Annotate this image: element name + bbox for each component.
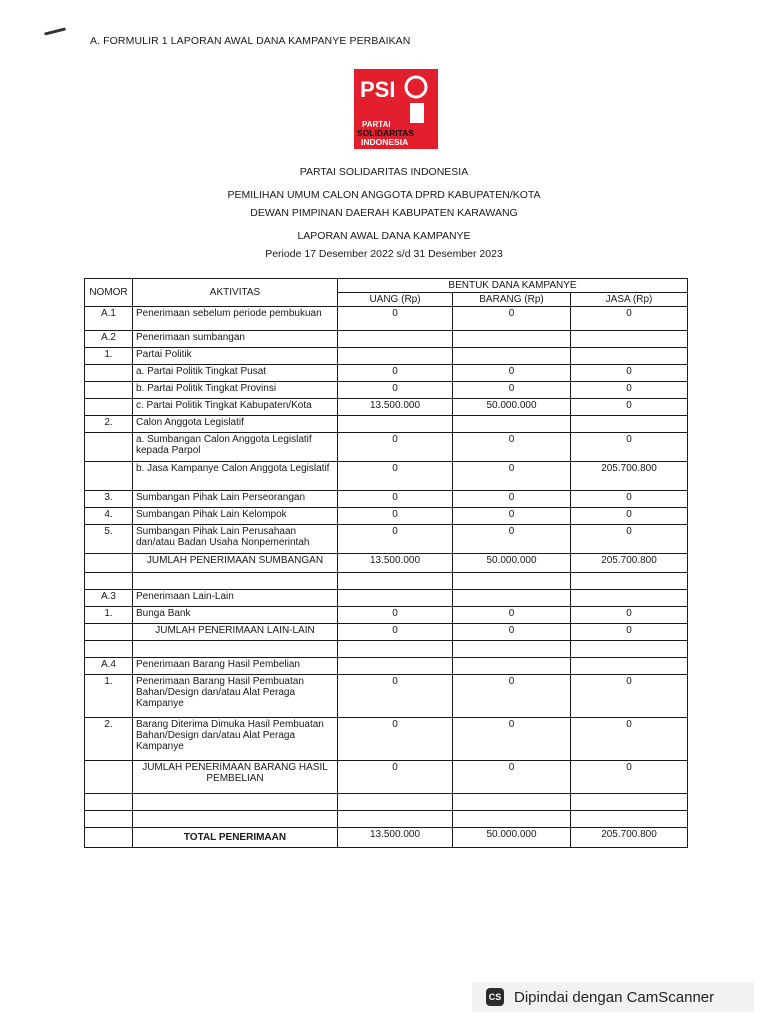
table-row [85, 607, 688, 624]
row-number [85, 794, 133, 811]
row-uang: 0 [338, 525, 453, 554]
row-uang: 0 [338, 624, 453, 641]
row-activity [133, 573, 338, 590]
row-barang [453, 811, 571, 828]
header-barang: BARANG (Rp) [453, 293, 571, 307]
row-activity: b. Jasa Kampanye Calon Anggota Legislatif [133, 462, 338, 491]
row-uang [338, 590, 453, 607]
row-jasa: 0 [571, 433, 688, 462]
logo-line1: PARTAI [362, 120, 391, 129]
total-row [85, 828, 688, 848]
row-barang: 0 [453, 624, 571, 641]
row-number [85, 573, 133, 590]
row-uang [338, 573, 453, 590]
row-jasa: 205.700.800 [571, 462, 688, 491]
row-jasa: 0 [571, 718, 688, 761]
party-name: PARTAI SOLIDARITAS INDONESIA [299, 166, 469, 178]
row-uang: 0 [338, 433, 453, 462]
logo-line3: INDONESIA [361, 137, 409, 147]
row-barang [453, 348, 571, 365]
row-number: A.2 [85, 331, 133, 348]
total-jasa: 205.700.800 [571, 828, 688, 848]
camscanner-watermark [472, 982, 754, 1012]
row-barang: 0 [453, 761, 571, 794]
row-barang [453, 573, 571, 590]
row-number [85, 399, 133, 416]
row-barang: 0 [453, 382, 571, 399]
row-barang: 0 [453, 491, 571, 508]
row-number: 4. [85, 508, 133, 525]
row-uang: 0 [338, 718, 453, 761]
header-nomor: NOMOR [85, 279, 133, 307]
row-jasa: 0 [571, 761, 688, 794]
table-row [85, 382, 688, 399]
row-activity: Barang Diterima Dimuka Hasil Pembuatan Bahan/Design dan/atau Alat Peraga Kampanye [133, 718, 338, 761]
row-jasa [571, 794, 688, 811]
table-row [85, 761, 688, 794]
row-jasa: 0 [571, 607, 688, 624]
row-jasa: 0 [571, 508, 688, 525]
table-row [85, 658, 688, 675]
row-number [85, 554, 133, 573]
row-number: A.3 [85, 590, 133, 607]
row-number: 2. [85, 718, 133, 761]
table-row [85, 462, 688, 491]
row-uang: 0 [338, 761, 453, 794]
row-uang: 0 [338, 382, 453, 399]
table-row [85, 675, 688, 718]
row-uang: 0 [338, 491, 453, 508]
row-jasa: 0 [571, 399, 688, 416]
row-barang: 0 [453, 607, 571, 624]
table-row [85, 811, 688, 828]
row-activity: Penerimaan Barang Hasil Pembelian [133, 658, 338, 675]
row-barang [453, 590, 571, 607]
row-barang [453, 794, 571, 811]
pen-mark [44, 27, 66, 35]
table-row [85, 399, 688, 416]
row-activity: Partai Politik [133, 348, 338, 365]
camscanner-text: Dipindai dengan CamScanner [514, 988, 715, 1006]
row-barang [453, 658, 571, 675]
row-barang: 0 [453, 508, 571, 525]
row-jasa [571, 590, 688, 607]
row-barang: 0 [453, 525, 571, 554]
row-jasa: 0 [571, 365, 688, 382]
table-row [85, 641, 688, 658]
row-activity: Bunga Bank [133, 607, 338, 624]
campaign-fund-table [84, 278, 688, 848]
row-activity: Sumbangan Pihak Lain Kelompok [133, 508, 338, 525]
row-uang [338, 658, 453, 675]
row-jasa [571, 641, 688, 658]
row-number: 1. [85, 348, 133, 365]
report-title: LAPORAN AWAL DANA KAMPANYE [297, 230, 471, 242]
table-row [85, 433, 688, 462]
total-label: TOTAL PENERIMAAN [133, 828, 338, 848]
row-jasa: 0 [571, 491, 688, 508]
row-uang [338, 416, 453, 433]
table-row [85, 794, 688, 811]
election-title: PEMILIHAN UMUM CALON ANGGOTA DPRD KABUPATEN/KOTA [227, 189, 541, 201]
row-activity [133, 641, 338, 658]
total-barang: 50.000.000 [453, 828, 571, 848]
row-jasa [571, 416, 688, 433]
total-number [85, 828, 133, 848]
table-row [85, 624, 688, 641]
row-activity: JUMLAH PENERIMAAN LAIN-LAIN [133, 624, 338, 641]
form-title: A. FORMULIR 1 LAPORAN AWAL DANA KAMPANYE PERBAIKAN [90, 35, 411, 47]
row-activity: Penerimaan sebelum periode pembukuan [133, 307, 338, 331]
row-barang: 0 [453, 462, 571, 491]
row-barang: 0 [453, 675, 571, 718]
row-number [85, 624, 133, 641]
row-jasa: 0 [571, 525, 688, 554]
row-number [85, 641, 133, 658]
table-row [85, 416, 688, 433]
row-number: 5. [85, 525, 133, 554]
row-jasa [571, 573, 688, 590]
row-activity: a. Partai Politik Tingkat Pusat [133, 365, 338, 382]
row-uang: 13.500.000 [338, 554, 453, 573]
row-activity: c. Partai Politik Tingkat Kabupaten/Kota [133, 399, 338, 416]
row-number: A.4 [85, 658, 133, 675]
row-jasa: 0 [571, 307, 688, 331]
row-uang: 0 [338, 462, 453, 491]
row-barang: 50.000.000 [453, 554, 571, 573]
row-activity: Sumbangan Pihak Lain Perseorangan [133, 491, 338, 508]
row-activity: a. Sumbangan Calon Anggota Legislatif kepada Parpol [133, 433, 338, 462]
table-row [85, 525, 688, 554]
row-activity: Penerimaan Barang Hasil Pembuatan Bahan/Design dan/atau Alat Peraga Kampanye [133, 675, 338, 718]
row-activity [133, 811, 338, 828]
row-barang: 0 [453, 307, 571, 331]
row-activity: JUMLAH PENERIMAAN SUMBANGAN [133, 554, 338, 573]
table-row [85, 331, 688, 348]
row-number: 1. [85, 675, 133, 718]
table-row [85, 491, 688, 508]
header-jasa: JASA (Rp) [571, 293, 688, 307]
row-number [85, 811, 133, 828]
table-row [85, 365, 688, 382]
table-body [85, 307, 688, 848]
table-row [85, 508, 688, 525]
table-row [85, 718, 688, 761]
row-uang [338, 331, 453, 348]
row-uang [338, 641, 453, 658]
row-uang: 13.500.000 [338, 399, 453, 416]
row-barang: 0 [453, 433, 571, 462]
row-uang: 0 [338, 508, 453, 525]
row-barang: 0 [453, 718, 571, 761]
row-uang [338, 794, 453, 811]
row-activity: Penerimaan sumbangan [133, 331, 338, 348]
row-barang [453, 641, 571, 658]
table-row [85, 573, 688, 590]
row-jasa [571, 811, 688, 828]
row-number: 3. [85, 491, 133, 508]
row-number: A.1 [85, 307, 133, 331]
row-activity: Penerimaan Lain-Lain [133, 590, 338, 607]
header-aktivitas: AKTIVITAS [133, 279, 338, 307]
row-uang: 0 [338, 607, 453, 624]
total-uang: 13.500.000 [338, 828, 453, 848]
row-number [85, 761, 133, 794]
table-row [85, 307, 688, 331]
row-uang: 0 [338, 675, 453, 718]
row-barang [453, 416, 571, 433]
row-uang: 0 [338, 365, 453, 382]
row-number [85, 462, 133, 491]
row-jasa [571, 658, 688, 675]
logo-fist-icon [410, 103, 424, 123]
logo-psi-text: PSI [360, 77, 396, 102]
table-row [85, 348, 688, 365]
row-number [85, 365, 133, 382]
row-barang [453, 331, 571, 348]
table-row [85, 554, 688, 573]
row-activity [133, 794, 338, 811]
row-jasa: 0 [571, 624, 688, 641]
row-barang: 0 [453, 365, 571, 382]
row-activity: b. Partai Politik Tingkat Provinsi [133, 382, 338, 399]
row-jasa: 0 [571, 382, 688, 399]
row-number [85, 382, 133, 399]
row-activity: JUMLAH PENERIMAAN BARANG HASIL PEMBELIAN [133, 761, 338, 794]
row-number [85, 433, 133, 462]
row-activity: Calon Anggota Legislatif [133, 416, 338, 433]
row-activity: Sumbangan Pihak Lain Perusahaan dan/atau Badan Usaha Nonpemerintah [133, 525, 338, 554]
report-period: Periode 17 Desember 2022 s/d 31 Desember 2023 [265, 248, 503, 260]
logo-line2: SOLIDARITAS [357, 128, 414, 138]
psi-logo [350, 69, 442, 149]
header-uang: UANG (Rp) [338, 293, 453, 307]
row-barang: 50.000.000 [453, 399, 571, 416]
row-jasa [571, 348, 688, 365]
row-uang [338, 811, 453, 828]
row-uang [338, 348, 453, 365]
row-jasa [571, 331, 688, 348]
header-bentuk-dana: BENTUK DANA KAMPANYE [338, 279, 688, 293]
table-row [85, 590, 688, 607]
row-number: 2. [85, 416, 133, 433]
row-jasa: 0 [571, 675, 688, 718]
row-uang: 0 [338, 307, 453, 331]
row-jasa: 205.700.800 [571, 554, 688, 573]
row-number: 1. [85, 607, 133, 624]
board-name: DEWAN PIMPINAN DAERAH KABUPATEN KARAWANG [250, 207, 518, 219]
camscanner-icon: CS [486, 988, 504, 1006]
